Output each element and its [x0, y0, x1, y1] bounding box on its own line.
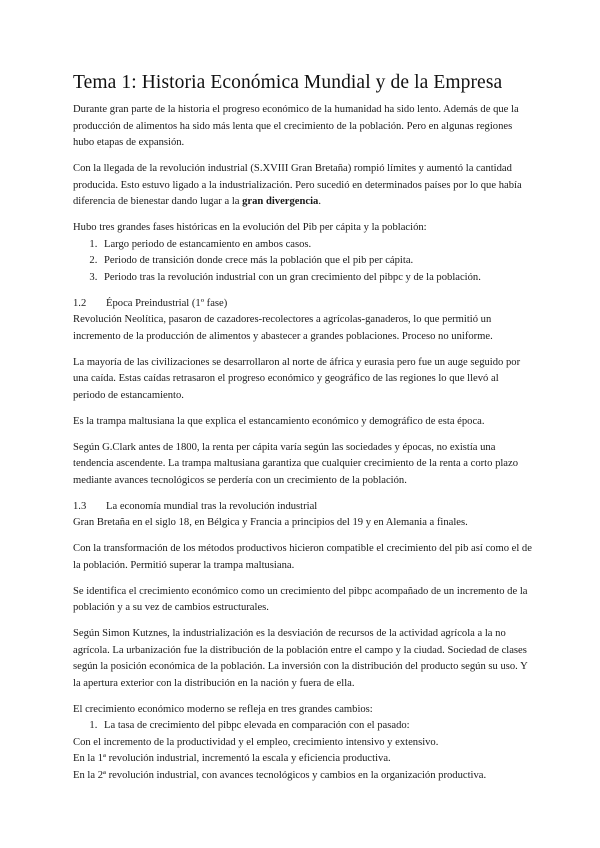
- paragraph-transformation: Con la transformación de los métodos productivos hicieron compatible el crecimiento del pib así como el de la población. Permitió superar la trampa maltusiana.: [73, 543, 532, 571]
- paragraph-malthusian-trap: Es la trampa maltusiana la que explica el estancamiento económico y demográfico de esta época.: [73, 415, 485, 427]
- paragraph-kutznes: Según Simon Kutznes, la industrialización es la desviación de recursos de la actividad agrícola a la no agrícola. La urbanización fue la distribución de la población entre el campo y la ciudad. Sociedad de clases según la posición económica de la población. La inversión con la distribución del producto según su uso. Y la apertura exterior con la distribución en la nación y fuera de ella.: [73, 628, 528, 689]
- list-item: 2. Periodo de transición donde crece más la población que el pib per cápita.: [100, 253, 533, 270]
- paragraph-civilizations: La mayoría de las civilizaciones se desarrollaron al norte de áfrica y eurasia pero fue un auge seguido por una caída. Estas caídas retrasaron el progreso económico y geográfico de las regiones lo que llevó al periodo de estancamiento.: [73, 356, 521, 401]
- section-number: 1.3: [73, 500, 87, 512]
- paragraph-phases-intro: Hubo tres grandes fases históricas en la evolución del Pib per cápita y la población:: [73, 222, 427, 233]
- paragraph-text: Con la llegada de la revolución industrial (S.XVIII Gran Bretaña) rompió límites y aumentó la cantidad producida. Esto estuvo ligado a la industrialización. Pero sucedió en determinados países por lo que había diferencia de bienestar dando lugar a la: [73, 163, 522, 207]
- paragraph-three-changes: El crecimiento económico moderno se refleja en tres grandes cambios:: [73, 703, 373, 715]
- paragraph-industrial-revolution: [73, 161, 533, 211]
- paragraph-neolithic: Revolución Neolítica, pasaron de cazadores-recolectores a agrícolas-ganaderos, lo que permitió un incremento de la producción de alimentos y abastecer a grandes poblaciones. Proceso no uniforme.: [73, 314, 493, 342]
- document-page: [73, 70, 533, 784]
- section-heading-1-3: [73, 499, 533, 516]
- phases-list: [73, 237, 533, 287]
- paragraph-clark: Según G.Clark antes de 1800, la renta per cápita varía según las sociedades y épocas, no existía una tendencia ascendente. La trampa maltusiana garantiza que cualquier crecimiento de la renta a corto plazo mediante avances tecnológicos se perdería con un crecimiento de la población.: [73, 441, 519, 486]
- bold-term-gran-divergencia: gran divergencia: [242, 196, 319, 207]
- section-title: La economía mundial tras la revolución industrial: [106, 500, 318, 512]
- line-first-revolution: En la 1ª revolución industrial, incrementó la escala y eficiencia productiva.: [73, 753, 391, 764]
- line-productivity: Con el incremento de la productividad y el empleo, crecimiento intensivo y extensivo.: [73, 736, 439, 748]
- paragraph-period: .: [318, 196, 321, 207]
- line-second-revolution: En la 2ª revolución industrial, con avances tecnológicos y cambios en la organización productiva.: [73, 769, 487, 781]
- changes-list: [73, 718, 533, 735]
- paragraph-countries: Gran Bretaña en el siglo 18, en Bélgica y Francia a principios del 19 y en Alemania a finales.: [73, 517, 468, 528]
- section-number: 1.2: [73, 297, 87, 309]
- section-heading-1-2: [73, 296, 533, 313]
- list-item: 3. Periodo tras la revolución industrial con un gran crecimiento del pibpc y de la población.: [100, 270, 533, 287]
- list-item: 1. La tasa de crecimiento del pibpc elevada en comparación con el pasado:: [100, 718, 533, 735]
- list-item: 1. Largo periodo de estancamiento en ambos casos.: [100, 237, 533, 254]
- page-title: Tema 1: Historia Económica Mundial y de la Empresa: [73, 72, 503, 93]
- paragraph-growth-definition: Se identifica el crecimiento económico como un crecimiento del pibpc acompañado de un incremento de la población y a su vez de cambios estructurales.: [73, 585, 528, 613]
- paragraph-intro: Durante gran parte de la historia el progreso económico de la humanidad ha sido lento. Además de que la producción de alimentos ha sido más lenta que el crecimiento de la población. Pero en algunas regiones hubo etapas de expansión.: [73, 104, 519, 148]
- section-title: Época Preindustrial (1º fase): [106, 297, 228, 309]
